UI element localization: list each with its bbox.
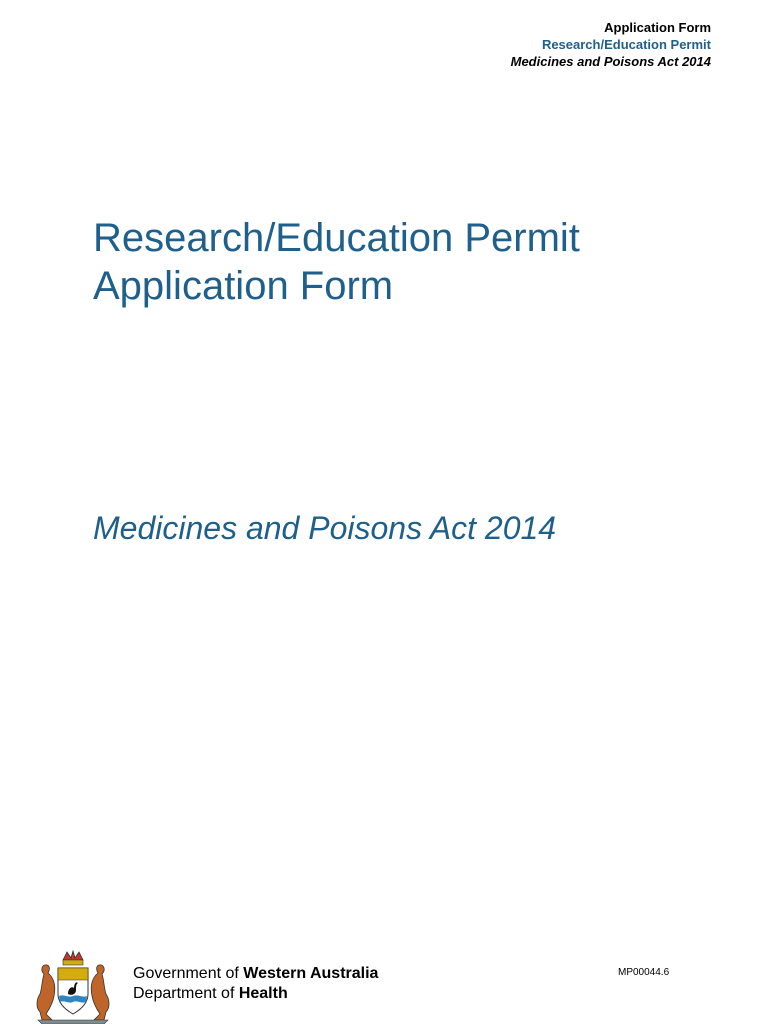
document-subtitle: Medicines and Poisons Act 2014 xyxy=(93,510,557,546)
govt-line: Government of Western Australia xyxy=(133,965,379,982)
document-code: MP00044.6 xyxy=(618,967,670,978)
govt-state: Western Australia xyxy=(243,965,379,982)
government-logo-text xyxy=(133,964,378,1004)
document-title xyxy=(93,214,713,310)
header-form-type: Application Form xyxy=(604,20,711,35)
header-permit-name: Research/Education Permit xyxy=(541,37,711,52)
title-line-2: Application Form xyxy=(93,264,394,308)
wa-coat-of-arms-icon xyxy=(30,950,116,1024)
dept-name: Health xyxy=(238,985,288,1002)
header-act-name: Medicines and Poisons Act 2014 xyxy=(510,54,711,69)
title-line-1: Research/Education Permit xyxy=(93,216,580,260)
dept-line: Department of Health xyxy=(133,985,288,1002)
running-header xyxy=(511,19,711,70)
